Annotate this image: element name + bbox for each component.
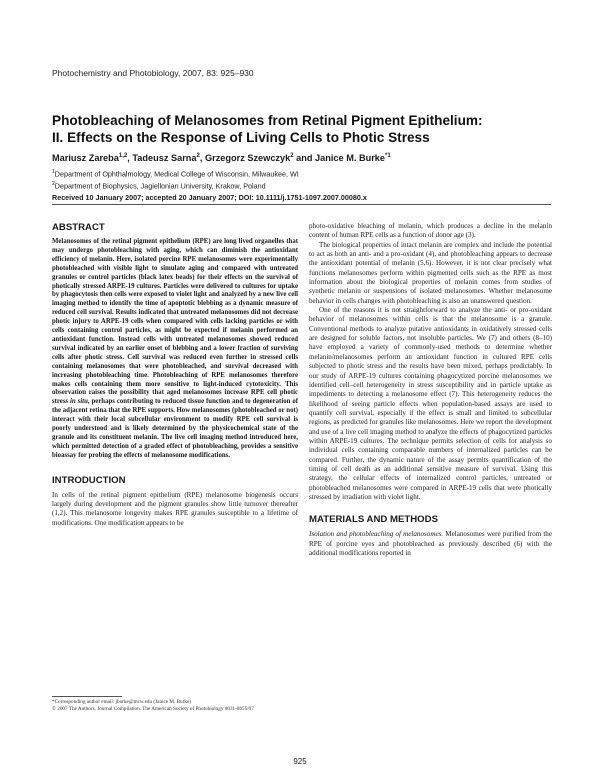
author-1: Mariusz Zareba$^{1,2}$,	[52, 153, 133, 164]
introduction-heading: INTRODUCTION	[52, 474, 126, 486]
affiliation-2: $^2$Department of Biophysics, Jagiellonian University, Krakow, Poland	[52, 181, 266, 191]
copyright-note: © 2007 The Authors. Journal Compilation. The American Society of Photobiology 0031-8655/07	[52, 706, 254, 713]
right-paragraph-2: The biological properties of intact melanin are complex and include the potential to act as both an anti- and a pro-oxidant (4), and photobleaching appears to decrease the antioxidant potential of melanin (5,6). However, it is not clear precisely what functions melanosomes perform within pigmented cells such as the RPE as most information about the biological properties of melanin comes from studies of synthetic melanin or suspensions of isolated melanosomes. Whether melanosome behavior in cells changes with photobleaching is also an unanswered question.	[309, 240, 552, 305]
author-list	[52, 153, 552, 163]
abstract-heading: ABSTRACT	[52, 222, 105, 233]
corresponding-author-note: *Corresponding author email: jburke@mcw.edu (Janice M. Burke)	[52, 699, 191, 705]
page-number: 925	[293, 757, 307, 766]
affiliation-1: $^1$Department of Ophthalmology, Medical College of Wisconsin, Milwaukee, WI	[52, 169, 299, 179]
author-3: Grzegorz Szewczyk$^2$ and	[204, 153, 316, 164]
right-paragraph-3: One of the reasons it is not straightforward to analyze the anti- or pro-oxidant behavior of melanosomes within cells is that the melanosome is a granule. Conventional methods to analyze putative antioxidants in oxidatively stressed cells are designed for soluble factors, not insoluble particles. We (7) and others (8–10) have employed a variety of commonly-used methods to determine whether melanin/melanosomes perform an antioxidant function in cultured RPE cells subjected to photic stress and the results have been mixed, perhaps predictably. In our study of ARPE-19 cultures containing phagocytized porcine melanosomes we identified cell–cell heterogeneity in stress susceptibility and in particle uptake as impediments to detecting a melanosome effect (7). This heterogeneity reduces the likelihood of seeing particle effects when population-based assays are used to quantify cell survival, especially if the effect is small and limited to subcellular regions, as predicted for granules like melanosomes. Here we report the development and use of a live cell imaging method to analyze the effects of phagocytized particles within ARPE-19 cultures. The technique permits selection of cells for analysis so individual cells containing comparable numbers of internalized particles can be compared. Further, the dynamic nature of the assay permits quantification of the timing of cell death as an additional sensitive measure of survival. Using this strategy, the cellular effects of internalized control particles, untreated or photobleached melanosomes were compared in ARPE-19 cells that were photically stressed by irradiation with violet light.	[309, 306, 552, 501]
left-column	[52, 222, 298, 528]
title-line-1: Photobleaching of Melanosomes from Retinal Pigment Epithelium:	[52, 113, 483, 128]
author-4: Janice M. Burke$^{*1}$	[315, 153, 391, 164]
header-divider	[52, 204, 551, 205]
author-2: Tadeusz Sarna$^2$,	[132, 153, 205, 164]
materials-methods-text: Isolation and photobleaching of melanosomes. Melanosomes were purified from the RPE of porcine eyes and photobleached as previously described (6) with the additional modifications reported in	[309, 530, 552, 557]
introduction-text: In cells of the retinal pigment epithelium (RPE) melanosome biogenesis occurs largely during development and the pigment granules show little turnover thereafter (1,2). This melanosome longevity makes RPE granules susceptible to a lifetime of modifications. One modification appears to be	[52, 490, 298, 527]
article-title	[52, 112, 552, 146]
received-dates: Received 10 January 2007; accepted 20 January 2007; DOI: 10.1111/j.1751-1097.2007.00080.x	[52, 193, 367, 202]
right-paragraph-1: photo-oxidative bleaching of melanin, which produces a decline in the melanin content of human RPE cells as a function of donor age (3).	[309, 222, 552, 240]
affiliations	[52, 167, 552, 192]
materials-methods-heading: MATERIALS AND METHODS	[309, 514, 438, 526]
title-line-2: II. Effects on the Response of Living Cells to Photic Stress	[52, 130, 430, 145]
abstract-text: Melanosomes of the retinal pigment epithelium (RPE) are long lived organelles that may undergo photobleaching with aging, which can diminish the antioxidant efficiency of melanin. Here, isolated porcine RPE melanosomes were experimentally photobleached with visible light to simulate aging and compared with untreated granules or control particles (black latex beads) for their effects on the survival of photically stressed ARPE-19 cultures. Particles were delivered to cultures for uptake by phagocytosis then cells were exposed to violet light and analyzed by a new live cell imaging method to identify the time of apoptotic blebbing as a dynamic measure of reduced cell survival. Results indicated that untreated melanosomes did not decrease photic injury to ARPE-19 cells when compared with cells lacking particles or with cells containing control particles, as might be expected if melanin performed an antioxidant function. Instead cells with untreated melanosomes showed reduced survival indicated by an earlier onset of blebbing and a lower fraction of surviving cells after photic stress. Cell survival was reduced even further in stressed cells containing melanosomes that were photobleached, and survival decreased with increasing photobleaching time. Photobleaching of RPE melanosomes therefore makes cells containing them more sensitive to light-induced cytotoxicity. This observation raises the possibility that aged melanosomes increase RPE cell photic stress in situ, perhaps contributing to reduced tissue function and to degeneration of the adjacent retina that the RPE supports. How melanosomes (photobleached or not) interact with their local subcellular environment to modify RPE cell survival is poorly understood and is likely determined by the physicochemical state of the granule and its constituent melanin. The live cell imaging method introduced here, which permitted detection of a graded effect of photobleaching, provides a sensitive bioassay for probing the effects of melanosome modifications.	[52, 238, 298, 459]
footnotes	[52, 699, 302, 714]
right-column	[309, 222, 552, 558]
footnote-divider	[52, 696, 122, 697]
journal-citation: Photochemistry and Photobiology, 2007, 83: 925–930	[52, 68, 254, 78]
